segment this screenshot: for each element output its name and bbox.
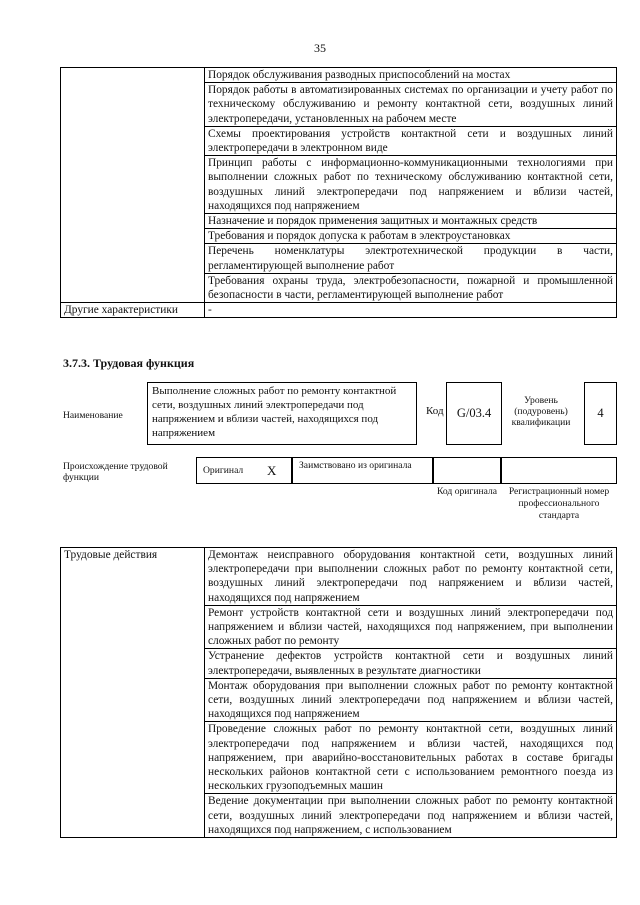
table-cell: Схемы проектирования устройств контактной сети и воздушных линий электропередачи в электронном виде <box>205 126 617 155</box>
table-cell: Устранение дефектов устройств контактной сети и воздушных линий электропередачи, выявленных в результате диагностики <box>205 649 617 678</box>
table-cell: Ремонт устройств контактной сети и воздушных линий электропередачи под напряжением и вблизи частей, находящихся под напряжением, при выполнении сложных работ по ремонту <box>205 605 617 649</box>
name-value: Выполнение сложных работ по ремонту контактной сети, воздушных линий электропередачи под напряжением и вблизи частей, находящихся под напряжением <box>147 382 417 445</box>
table-cell: Принцип работы с информационно-коммуникационными технологиями при выполнении сложных работ по техническому обслуживанию контактной сети, воздушных линий электропередачи под напряжением и вблизи частей, находящихся под напряжением <box>205 156 617 214</box>
table-cell: Демонтаж неисправного оборудования контактной сети, воздушных линий электропередачи при выполнении сложных работ по ремонту контактной сети, воздушных линий электропередачи под напряжением и вблизи частей, находящихся под напряжением <box>205 548 617 606</box>
original-label: Оригинал <box>203 465 244 476</box>
table-cell: Ведение документации при выполнении сложных работ по ремонту контактной сети, воздушных линий электропередачи под напряжением и вблизи частей, находящихся под напряжением, с использованием <box>205 794 617 838</box>
borrowed-label: Заимствовано из оригинала <box>292 457 433 484</box>
table-cell: Монтаж оборудования при выполнении сложных работ по ремонту контактной сети, воздушных линий электропередачи под напряжением и вблизи частей, находящихся под напряжением <box>205 678 617 722</box>
table-cell: Требования охраны труда, электробезопасности, пожарной и промышленной безопасности в части, регламентирующей выполнение работ <box>205 273 617 302</box>
table-row <box>61 68 617 83</box>
level-label: Уровень (подуровень) квалификации <box>511 395 571 428</box>
empty-label-cell <box>61 68 205 303</box>
code-label: Код <box>426 405 444 417</box>
level-value: 4 <box>584 382 617 445</box>
table-cell: Требования и порядок допуска к работам в электроустановках <box>205 229 617 244</box>
other-characteristics-label: Другие характеристики <box>61 303 205 318</box>
original-cell <box>196 457 292 484</box>
original-mark: X <box>267 463 277 478</box>
name-label: Наименование <box>63 410 123 421</box>
table-cell: Порядок работы в автоматизированных системах по организации и учету работ по техническому обслуживанию и ремонту контактной сети, воздушных линий электропередачи, установленных на рабочем месте <box>205 83 617 127</box>
section-heading: 3.7.3. Трудовая функция <box>63 356 195 370</box>
table-cell: Проведение сложных работ по ремонту контактной сети, воздушных линий электропередачи под напряжением и вблизи частей, находящихся под напряжением, при аварийно-восстановительных работах в составе бригады нескольких районов контактной сети с использованием ремонтного поезда из нескольких грузоподъемных машин <box>205 722 617 794</box>
reg-number-label: Регистрационный номер профессионального стандарта <box>508 486 610 521</box>
reg-number-cell <box>501 457 617 484</box>
origin-label: Происхождение трудовой функции <box>63 461 168 483</box>
code-original-label: Код оригинала <box>436 486 498 497</box>
knowledge-table <box>60 67 617 318</box>
labor-actions-table <box>60 547 617 838</box>
code-value: G/03.4 <box>446 382 502 445</box>
table-cell: Перечень номенклатуры электротехнической продукции в части, регламентирующей выполнение работ <box>205 244 617 273</box>
table-row <box>61 303 617 318</box>
table-cell: Назначение и порядок применения защитных и монтажных средств <box>205 214 617 229</box>
page-number: 35 <box>314 41 326 55</box>
labor-actions-label: Трудовые действия <box>61 548 205 838</box>
table-cell: Порядок обслуживания разводных приспособлений на мостах <box>205 68 617 83</box>
table-row <box>61 548 617 606</box>
code-original-cell <box>433 457 501 484</box>
other-characteristics-value: - <box>205 303 617 318</box>
